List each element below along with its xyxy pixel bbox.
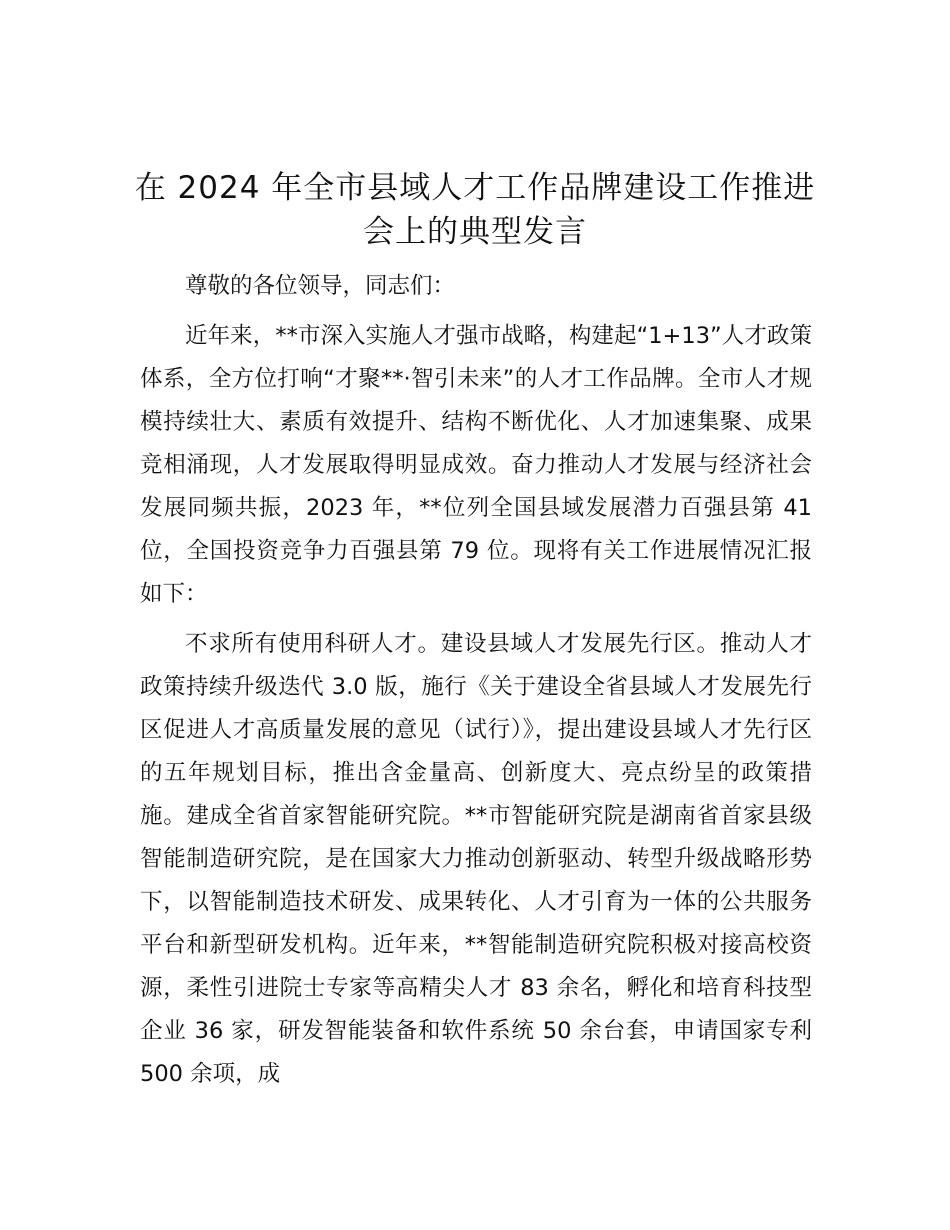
research-talent-paragraph: 不求所有使用科研人才。建设县域人才发展先行区。推动人才政策持续升级迭代 3.0 版，施行《关于建设全省县域人才发展先行区促进人才高质量发展的意见（试行）》，提出建设县域人才先行区的五年规划目标，推出含金量高、创新度大、亮点纷呈的政策措施。建成全省首家智能研究院。**市智能研究院是湖南省首家县级智能制造研究院，是在国家大力推动创新驱动、转型升级战略形势下，以智能制造技术研发、成果转化、人才引育为一体的公共服务平台和新型研发机构。近年来，**智能制造研究院积极对接高校资源，柔性引进院士专家等高精尖人才 83 余名，孵化和培育科技型企业 36 家，研发智能装备和软件系统 50 余台套，申请国家专利 500 余项，成 [140, 631, 812, 1087]
document-body [140, 265, 812, 1096]
intro-paragraph: 近年来，**市深入实施人才强市战略，构建起“1+13”人才政策体系，全方位打响“才聚**·智引未来”的人才工作品牌。全市人才规模持续壮大、素质有效提升、结构不断优化、人才加速集聚、成果竞相涌现，人才发展取得明显成效。奋力推动人才发展与经济社会发展同频共振，2023 年，**位列全国县域发展潜力百强县第 41 位，全国投资竞争力百强县第 79 位。现将有关工作进展情况汇报如下： [140, 323, 812, 607]
document-title: 在 2024 年全市县域人才工作品牌建设工作推进会上的典型发言 [134, 170, 816, 250]
salutation-paragraph: 尊敬的各位领导，同志们： [185, 273, 456, 299]
